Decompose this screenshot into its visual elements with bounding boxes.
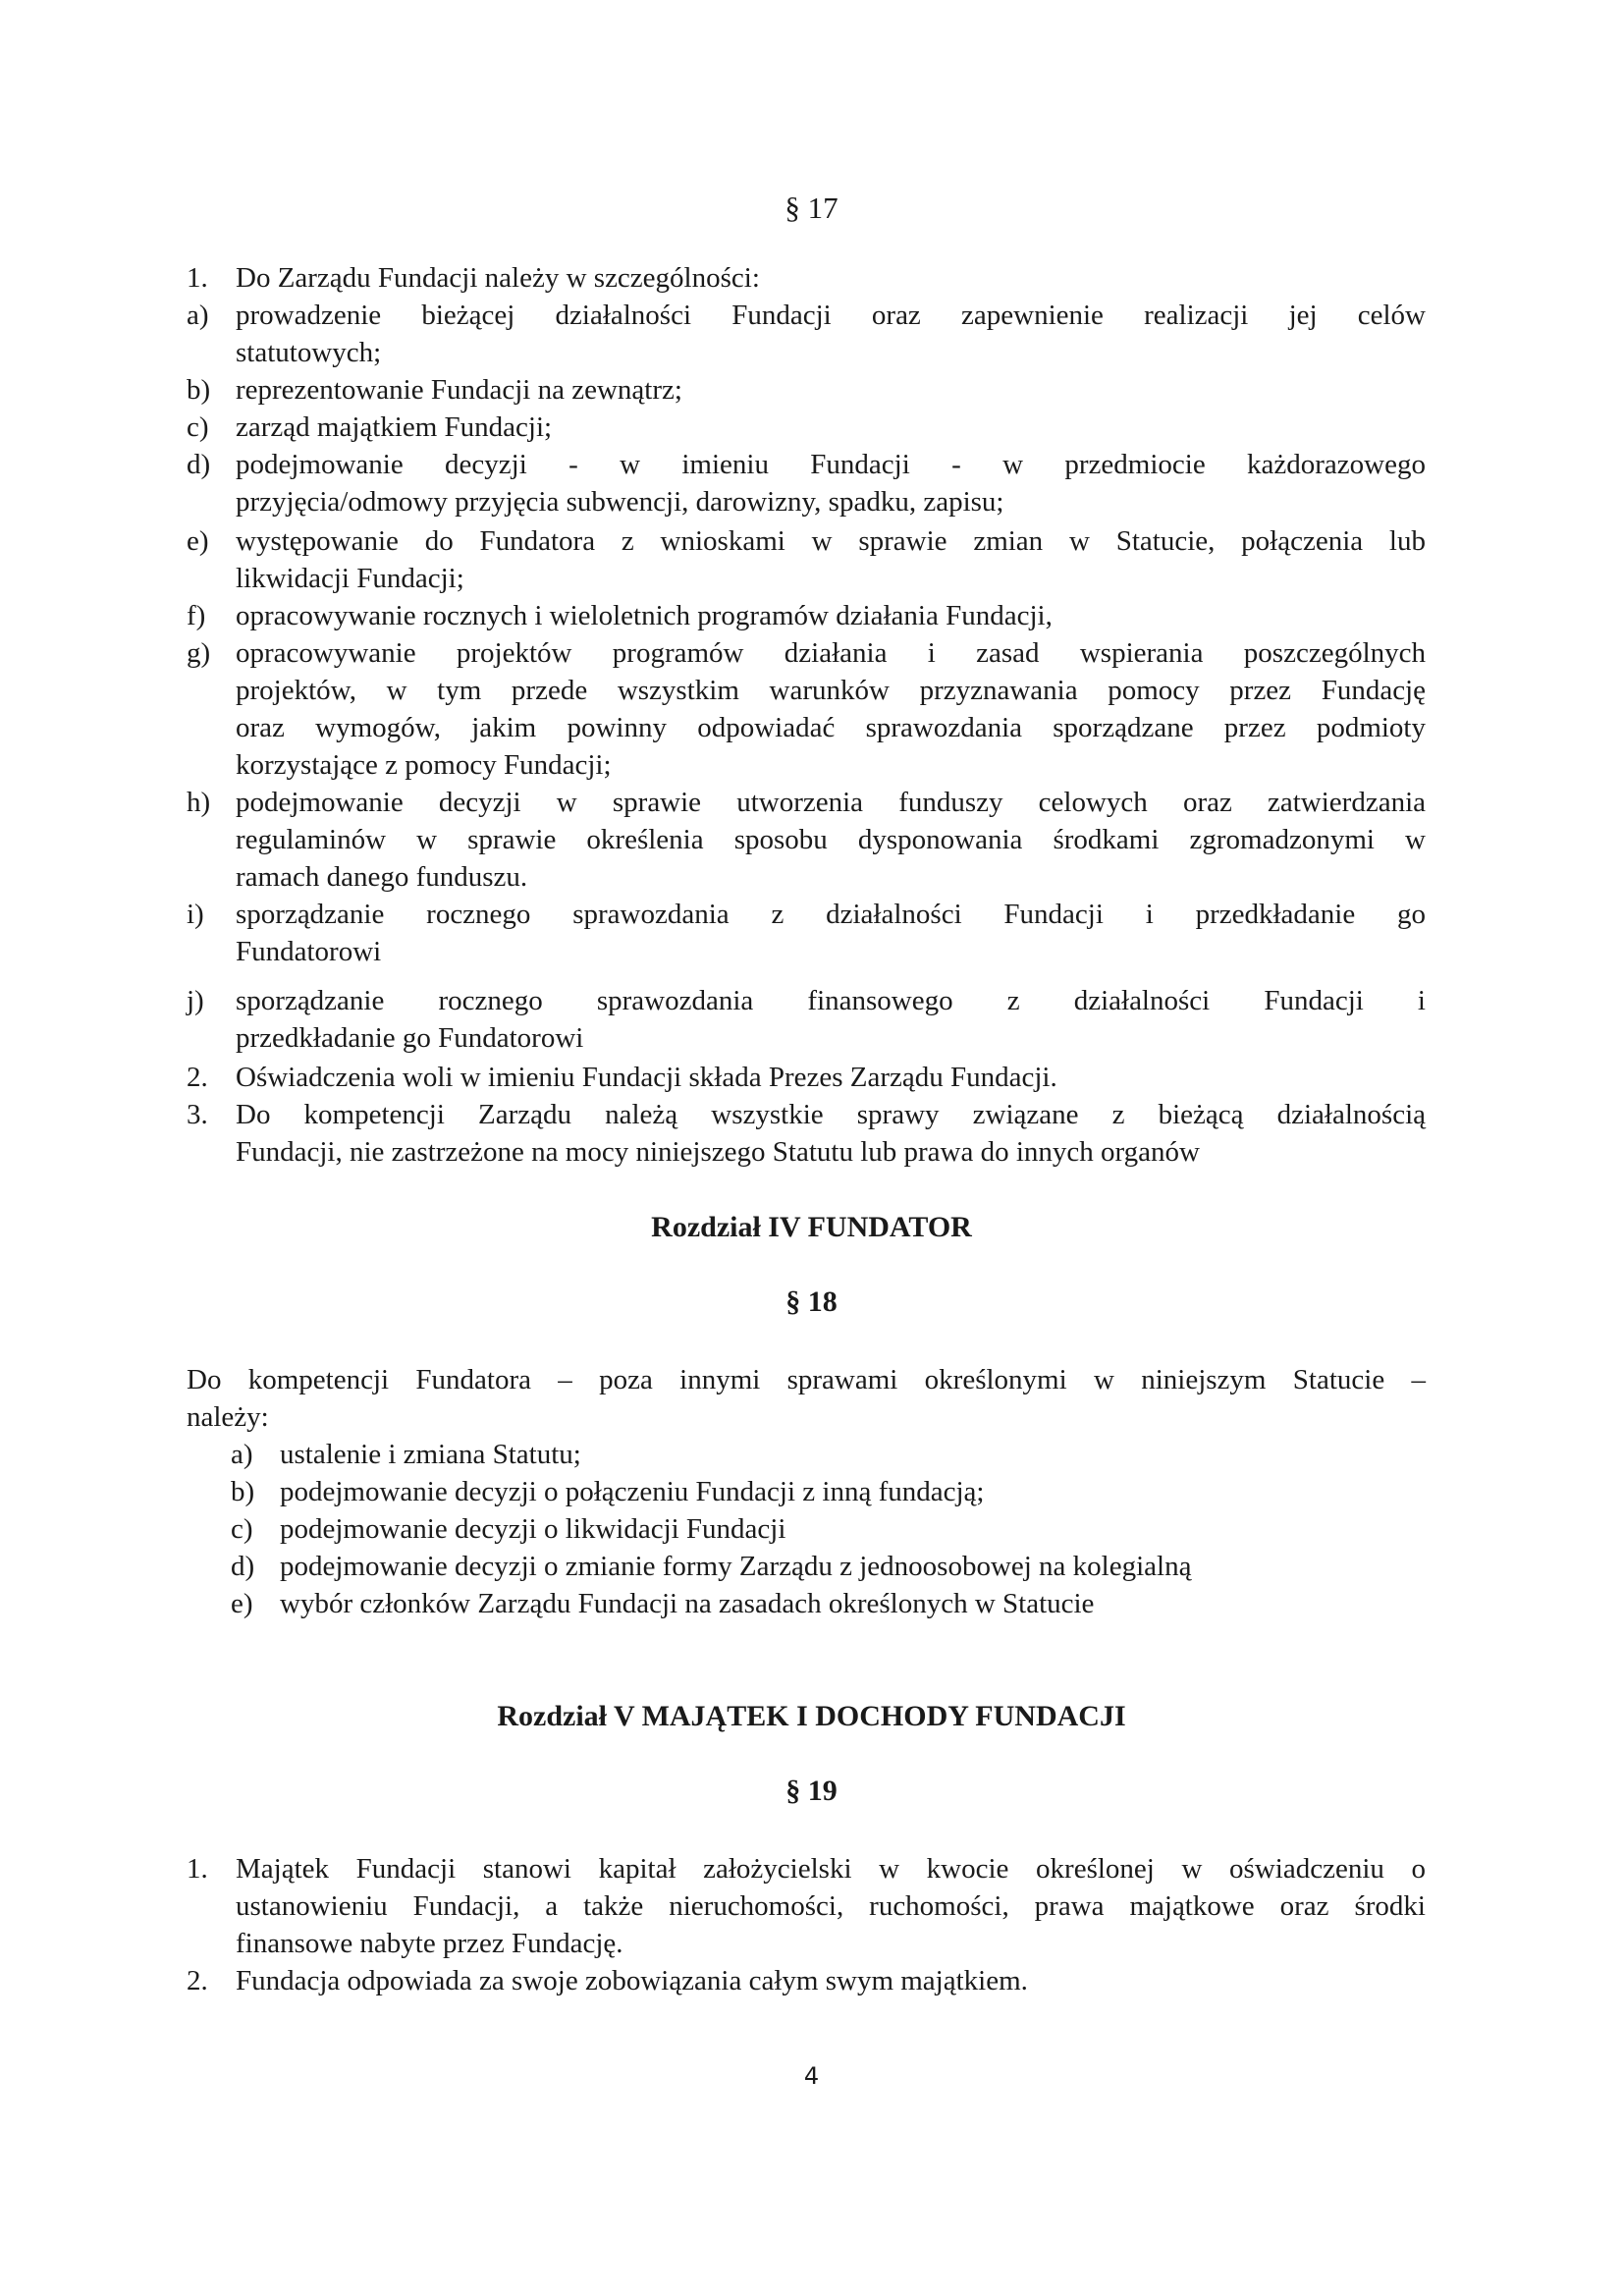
list-item-line: Fundatorowi bbox=[236, 936, 382, 967]
list-item-line: korzystające z pomocy Fundacji; bbox=[236, 749, 612, 781]
section-18-heading: § 18 bbox=[785, 1285, 838, 1318]
list-marker: d) bbox=[231, 1551, 255, 1582]
list-marker: b) bbox=[187, 374, 211, 406]
list-marker: c) bbox=[187, 411, 209, 443]
list-item-line: sporządzanie rocznego sprawozdania z działalności Fundacji i przedkładanie go bbox=[236, 899, 1426, 930]
list-marker: j) bbox=[187, 985, 204, 1016]
list-item-line: likwidacji Fundacji; bbox=[236, 563, 464, 594]
section-17-heading: § 17 bbox=[784, 191, 839, 225]
list-marker: e) bbox=[187, 525, 209, 557]
page-number: 4 bbox=[803, 2062, 820, 2090]
list-marker: e) bbox=[231, 1588, 253, 1619]
paragraph-line: finansowe nabyte przez Fundację. bbox=[236, 1928, 623, 1959]
list-item-line: przedkładanie go Fundatorowi bbox=[236, 1022, 584, 1054]
list-marker: b) bbox=[231, 1476, 255, 1507]
section-19-heading: § 19 bbox=[785, 1775, 838, 1807]
paragraph-line: Majątek Fundacji stanowi kapitał założycielski w kwocie określonej w oświadczeniu o bbox=[236, 1853, 1426, 1885]
list-marker: i) bbox=[187, 899, 204, 930]
list-item-text: ustalenie i zmiana Statutu; bbox=[280, 1439, 581, 1470]
list-marker: a) bbox=[187, 300, 209, 331]
paragraph-line: należy: bbox=[187, 1401, 269, 1433]
list-marker: f) bbox=[187, 600, 206, 631]
list-marker: g) bbox=[187, 637, 211, 669]
paragraph-text: Oświadczenia woli w imieniu Fundacji składa Prezes Zarządu Fundacji. bbox=[236, 1062, 1057, 1093]
list-item-line: sporządzanie rocznego sprawozdania finansowego z działalności Fundacji i bbox=[236, 985, 1426, 1016]
paragraph-number: 1. bbox=[187, 262, 208, 294]
paragraph-text: Do Zarządu Fundacji należy w szczególności: bbox=[236, 262, 760, 294]
list-item-line: przyjęcia/odmowy przyjęcia subwencji, darowizny, spadku, zapisu; bbox=[236, 486, 1004, 518]
paragraph-number: 3. bbox=[187, 1099, 208, 1130]
list-item-text: wybór członków Zarządu Fundacji na zasadach określonych w Statucie bbox=[280, 1588, 1095, 1619]
list-item-line: ramach danego funduszu. bbox=[236, 861, 528, 893]
list-item-line: opracowywanie projektów programów działania i zasad wspierania poszczególnych bbox=[236, 637, 1426, 669]
list-marker: a) bbox=[231, 1439, 253, 1470]
list-item-line: reprezentowanie Fundacji na zewnątrz; bbox=[236, 374, 682, 406]
paragraph-line: Do kompetencji Fundatora – poza innymi sprawami określonymi w niniejszym Statucie – bbox=[187, 1364, 1426, 1395]
list-marker: d) bbox=[187, 449, 211, 480]
paragraph-line: ustanowieniu Fundacji, a także nieruchomości, ruchomości, prawa majątkowe oraz środki bbox=[236, 1890, 1426, 1922]
list-item-line: prowadzenie bieżącej działalności Fundacji oraz zapewnienie realizacji jej celów bbox=[236, 300, 1426, 331]
list-item-line: występowanie do Fundatora z wnioskami w sprawie zmian w Statucie, połączenia lub bbox=[236, 525, 1426, 557]
list-item-line: podejmowanie decyzji - w imieniu Fundacji - w przedmiocie każdorazowego bbox=[236, 449, 1426, 480]
paragraph-line: Do kompetencji Zarządu należą wszystkie sprawy związane z bieżącą działalnością bbox=[236, 1099, 1426, 1130]
list-item-text: podejmowanie decyzji o połączeniu Fundacji z inną fundacją; bbox=[280, 1476, 985, 1507]
paragraph-line: Fundacji, nie zastrzeżone na mocy niniejszego Statutu lub prawa do innych organów bbox=[236, 1136, 1200, 1168]
paragraph-number: 2. bbox=[187, 1965, 208, 1996]
paragraph-number: 1. bbox=[187, 1853, 208, 1885]
list-item-text: podejmowanie decyzji o zmianie formy Zarządu z jednoosobowej na kolegialną bbox=[280, 1551, 1192, 1582]
list-item-line: opracowywanie rocznych i wieloletnich programów działania Fundacji, bbox=[236, 600, 1053, 631]
list-item-text: podejmowanie decyzji o likwidacji Fundacji bbox=[280, 1513, 786, 1545]
chapter-5-title: Rozdział V MAJĄTEK I DOCHODY FUNDACJI bbox=[497, 1700, 1126, 1732]
chapter-4-title: Rozdział IV FUNDATOR bbox=[651, 1211, 972, 1243]
list-item-line: zarząd majątkiem Fundacji; bbox=[236, 411, 553, 443]
paragraph-text: Fundacja odpowiada za swoje zobowiązania całym swym majątkiem. bbox=[236, 1965, 1028, 1996]
list-item-line: podejmowanie decyzji w sprawie utworzenia funduszy celowych oraz zatwierdzania bbox=[236, 787, 1426, 818]
list-item-line: regulaminów w sprawie określenia sposobu dysponowania środkami zgromadzonymi w bbox=[236, 824, 1426, 855]
list-marker: c) bbox=[231, 1513, 253, 1545]
list-item-line: statutowych; bbox=[236, 337, 382, 368]
paragraph-number: 2. bbox=[187, 1062, 208, 1093]
list-item-line: projektów, w tym przede wszystkim warunków przyznawania pomocy przez Fundację bbox=[236, 675, 1426, 706]
list-marker: h) bbox=[187, 787, 211, 818]
list-item-line: oraz wymogów, jakim powinny odpowiadać sprawozdania sporządzane przez podmioty bbox=[236, 712, 1426, 743]
